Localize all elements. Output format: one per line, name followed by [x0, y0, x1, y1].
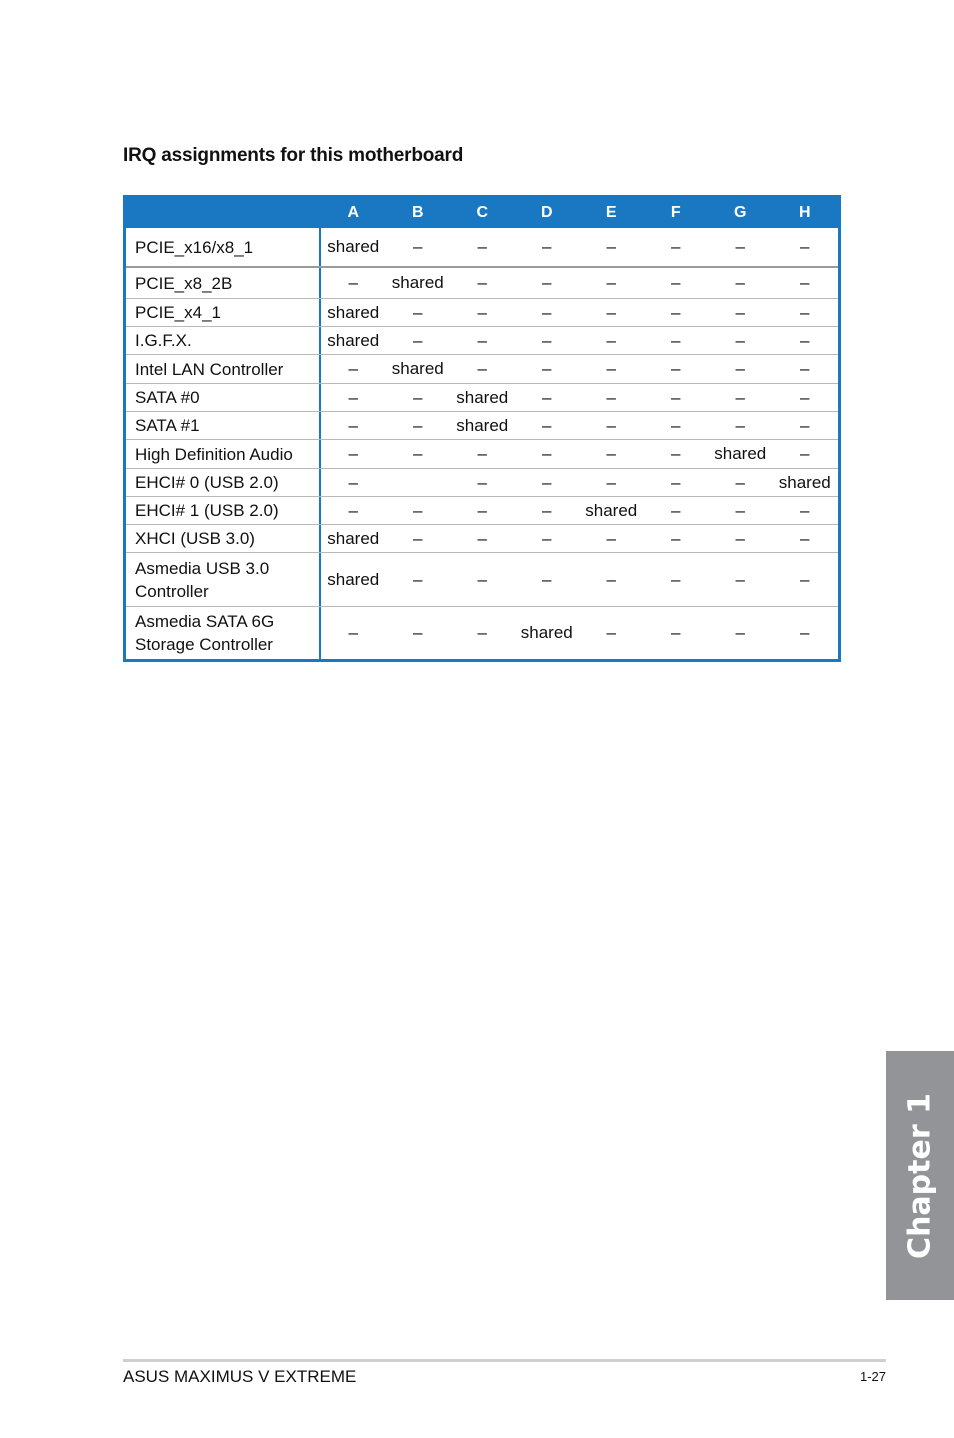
irq-cell-g: –	[735, 623, 745, 642]
irq-cell-f: –	[671, 569, 681, 589]
irq-cell-a: –	[348, 415, 358, 435]
irq-cell-c: –	[477, 623, 487, 642]
irq-cell-g: –	[735, 528, 745, 548]
device-cell: PCIE_x16/x8_1	[126, 228, 321, 266]
header-col-d: D	[540, 204, 553, 221]
irq-cell-b	[386, 469, 451, 496]
irq-cell-a: shared	[327, 569, 380, 589]
device-cell: PCIE_x8_2B	[126, 268, 321, 298]
irq-cell-e: –	[606, 444, 616, 463]
irq-cell-g: –	[735, 387, 745, 407]
irq-cell-a: shared	[327, 302, 380, 322]
irq-cell-c: shared	[456, 415, 509, 435]
table-row	[126, 524, 838, 552]
irq-cell-a: shared	[327, 237, 380, 256]
irq-cell-b: –	[413, 415, 423, 435]
table-row	[126, 468, 838, 496]
irq-cell-g: –	[735, 237, 745, 256]
irq-cell-c: –	[477, 472, 487, 492]
irq-cell-f: –	[671, 387, 681, 407]
irq-cell-c: –	[477, 528, 487, 548]
irq-cell-c: –	[477, 500, 487, 520]
device-cell: EHCI# 0 (USB 2.0)	[126, 469, 321, 496]
header-col-h: H	[798, 204, 811, 221]
irq-cell-h: –	[800, 528, 810, 548]
table-row	[126, 439, 838, 468]
irq-cell-b: –	[413, 387, 423, 407]
device-cell: SATA #1	[126, 412, 321, 439]
header-col-b: B	[411, 204, 424, 221]
irq-cell-c: –	[477, 302, 487, 322]
device-cell: PCIE_x4_1	[126, 299, 321, 326]
irq-cell-b: –	[413, 623, 423, 642]
irq-cell-e: –	[606, 623, 616, 642]
irq-cell-a: –	[348, 623, 358, 642]
irq-cell-d: –	[542, 237, 552, 256]
irq-cell-b: –	[413, 330, 423, 350]
device-cell: Intel LAN Controller	[126, 355, 321, 383]
device-cell: SATA #0	[126, 384, 321, 411]
irq-cell-h: –	[800, 500, 810, 520]
irq-cell-a: –	[348, 472, 358, 492]
device-cell: High Definition Audio	[126, 440, 321, 468]
irq-cell-f: –	[671, 359, 681, 378]
table-row	[126, 606, 838, 659]
header-col-c: C	[476, 204, 489, 221]
footer-product-name: ASUS MAXIMUS V EXTREME	[123, 1367, 357, 1386]
device-cell: I.G.F.X.	[126, 327, 321, 354]
irq-cell-c: shared	[456, 387, 509, 407]
irq-cell-d: –	[542, 330, 552, 350]
irq-cell-e: –	[606, 415, 616, 435]
irq-cell-g: –	[735, 273, 745, 292]
irq-cell-d: –	[542, 500, 552, 520]
irq-cell-h: –	[800, 387, 810, 407]
irq-cell-a: –	[348, 273, 358, 292]
irq-cell-d: –	[542, 528, 552, 548]
irq-cell-f: –	[671, 500, 681, 520]
table-row	[126, 266, 838, 298]
irq-cell-b: shared	[391, 273, 444, 292]
table-row	[126, 326, 838, 354]
irq-cell-e: –	[606, 387, 616, 407]
device-cell: Asmedia USB 3.0 Controller	[126, 553, 321, 606]
table-row	[126, 552, 838, 606]
irq-cell-f: –	[671, 623, 681, 642]
irq-cell-b: –	[413, 237, 423, 256]
irq-cell-h: –	[800, 623, 810, 642]
irq-cell-c: –	[477, 273, 487, 292]
table-row	[126, 298, 838, 326]
irq-cell-c: –	[477, 359, 487, 378]
irq-cell-d: –	[542, 472, 552, 492]
irq-cell-h: –	[800, 359, 810, 378]
irq-cell-e: –	[606, 273, 616, 292]
footer-divider	[123, 1359, 886, 1362]
chapter-tab-label: Chapter 1	[902, 1092, 938, 1259]
irq-cell-c: –	[477, 569, 487, 589]
irq-cell-h: –	[800, 415, 810, 435]
irq-cell-c: –	[477, 237, 487, 256]
irq-cell-g: –	[735, 415, 745, 435]
irq-cell-e: –	[606, 528, 616, 548]
table-row	[126, 496, 838, 524]
header-col-f: F	[670, 204, 681, 221]
irq-cell-f: –	[671, 237, 681, 256]
irq-cell-b: –	[413, 444, 423, 463]
irq-cell-f: –	[671, 330, 681, 350]
device-cell: EHCI# 1 (USB 2.0)	[126, 497, 321, 524]
irq-cell-b: –	[413, 500, 423, 520]
irq-cell-a: –	[348, 444, 358, 463]
irq-cell-h: –	[800, 444, 810, 463]
irq-cell-a: shared	[327, 330, 380, 350]
irq-cell-g: –	[735, 472, 745, 492]
irq-cell-d: –	[542, 387, 552, 407]
irq-cell-h: –	[800, 302, 810, 322]
irq-cell-g: –	[735, 569, 745, 589]
irq-cell-h: –	[800, 237, 810, 256]
irq-cell-f: –	[671, 528, 681, 548]
irq-cell-f: –	[671, 302, 681, 322]
irq-cell-h: shared	[778, 472, 831, 492]
irq-cell-g: –	[735, 330, 745, 350]
irq-cell-e: –	[606, 359, 616, 378]
table-row	[126, 354, 838, 383]
irq-cell-g: –	[735, 359, 745, 378]
irq-cell-a: –	[348, 359, 358, 378]
irq-cell-f: –	[671, 472, 681, 492]
table-row	[126, 228, 838, 266]
irq-cell-e: –	[606, 569, 616, 589]
device-cell: Asmedia SATA 6G Storage Controller	[126, 607, 321, 659]
table-row	[126, 411, 838, 439]
irq-cell-h: –	[800, 273, 810, 292]
footer-page-number: 1-27	[859, 1369, 886, 1384]
irq-table	[123, 195, 841, 662]
irq-cell-d: shared	[520, 623, 573, 642]
irq-cell-c: –	[477, 330, 487, 350]
irq-cell-a: –	[348, 387, 358, 407]
irq-cell-f: –	[671, 444, 681, 463]
irq-cell-g: shared	[714, 444, 767, 463]
header-col-e: E	[605, 204, 617, 221]
irq-cell-e: –	[606, 330, 616, 350]
table-row	[126, 383, 838, 411]
header-col-a: A	[347, 204, 360, 221]
irq-cell-d: –	[542, 415, 552, 435]
irq-cell-a: –	[348, 500, 358, 520]
irq-cell-f: –	[671, 415, 681, 435]
irq-cell-d: –	[542, 302, 552, 322]
irq-cell-e: shared	[585, 500, 638, 520]
irq-cell-a: shared	[327, 528, 380, 548]
irq-cell-d: –	[542, 273, 552, 292]
irq-cell-f: –	[671, 273, 681, 292]
chapter-tab	[886, 1051, 954, 1300]
irq-cell-h: –	[800, 330, 810, 350]
irq-cell-e: –	[606, 302, 616, 322]
irq-cell-d: –	[542, 569, 552, 589]
table-header	[126, 198, 838, 228]
irq-cell-e: –	[606, 472, 616, 492]
irq-cell-h: –	[800, 569, 810, 589]
device-cell: XHCI (USB 3.0)	[126, 525, 321, 552]
irq-cell-d: –	[542, 359, 552, 378]
irq-cell-c: –	[477, 444, 487, 463]
irq-cell-b: –	[413, 528, 423, 548]
irq-cell-d: –	[542, 444, 552, 463]
irq-cell-g: –	[735, 500, 745, 520]
irq-cell-g: –	[735, 302, 745, 322]
irq-cell-b: shared	[391, 359, 444, 378]
irq-cell-b: –	[413, 302, 423, 322]
irq-cell-e: –	[606, 237, 616, 256]
irq-cell-b: –	[413, 569, 423, 589]
section-title: IRQ assignments for this motherboard	[123, 145, 464, 166]
header-col-g: G	[734, 204, 747, 221]
table-body	[126, 228, 838, 659]
